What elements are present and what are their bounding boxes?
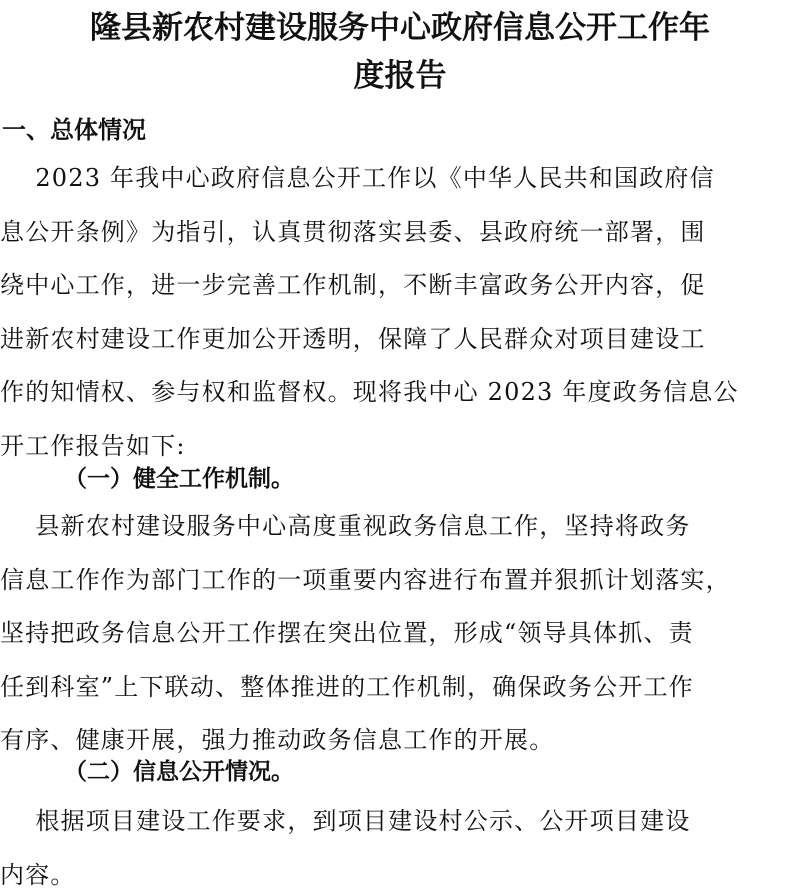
paragraph-line: 绕中心工作，进一步完善工作机制，不断丰富政务公开内容，促 (0, 271, 706, 300)
title-line: 隆县新农村建设服务中心政府信息公开工作年 (90, 10, 710, 46)
title-line: 度报告 (353, 58, 447, 94)
document-title (0, 4, 800, 100)
paragraph-line: 息公开条例》为指引，认真贯彻落实县委、县政府统一部署，围 (0, 217, 706, 246)
paragraph-line: 县新农村建设服务中心高度重视政务信息工作，坚持将政务 (0, 512, 691, 540)
paragraph-line: 内容。 (0, 860, 76, 889)
paragraph-line: 根据项目建设工作要求，到项目建设村公示、公开项目建设 (0, 807, 691, 835)
intro-paragraph (0, 152, 800, 474)
section-heading-overview: 一、总体情况 (2, 116, 146, 144)
paragraph-line: 任到科室”上下联动、整体推进的工作机制，确保政务公开工作 (0, 672, 694, 701)
paragraph-line: 开工作报告如下: (0, 431, 186, 460)
paragraph-line: 2023 年我中心政府信息公开工作以《中华人民共和国政府信 (0, 164, 715, 192)
disclosure-paragraph (0, 795, 800, 895)
paragraph-line: 进新农村建设工作更加公开透明，保障了人民群众对项目建设工 (0, 324, 706, 353)
paragraph-line: 作的知情权、参与权和监督权。现将我中心 2023 年度政务信息公 (0, 378, 739, 407)
subsection-heading-mechanism: （一）健全工作机制。 (64, 466, 294, 492)
mechanism-paragraph (0, 500, 800, 768)
subsection-heading-disclosure: （二）信息公开情况。 (64, 759, 294, 785)
paragraph-line: 坚持把政务信息公开工作摆在突出位置，形成“领导具体抓、责 (0, 619, 694, 648)
paragraph-line: 信息工作作为部门工作的一项重要内容进行布置并狠抓计划落实， (0, 565, 731, 594)
paragraph-line: 有序、健康开展，强力推动政务信息工作的开展。 (0, 726, 555, 755)
